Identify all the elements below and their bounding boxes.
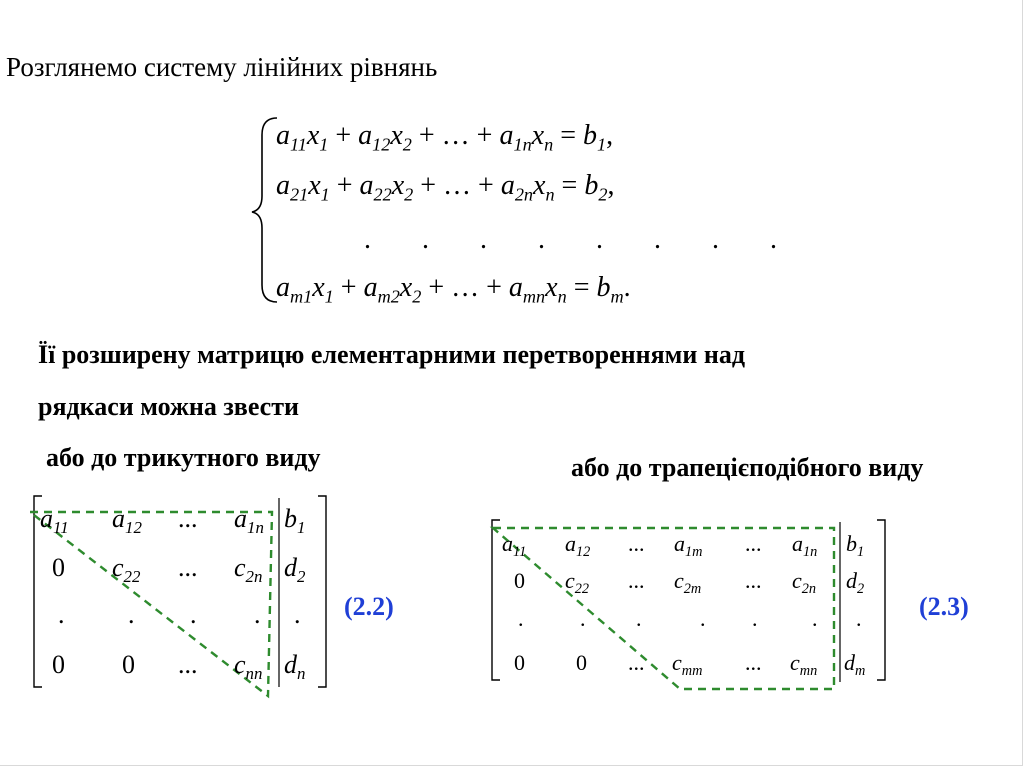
matrix-cell: $a_{12}$ <box>112 504 142 537</box>
matrix-cell: . <box>128 600 135 629</box>
matrix-cell: . <box>518 606 524 631</box>
matrix-cell: . <box>856 606 862 631</box>
equation-row-dots: . . . . . . . . <box>364 224 799 255</box>
trap-right-bracket <box>877 520 885 680</box>
matrix-cell: $c_{2m}$ <box>674 568 702 597</box>
matrix-cell: $d_2$ <box>846 568 865 597</box>
matrix-cell: $c_{2n}$ <box>792 568 817 597</box>
matrix-cell: 0 <box>122 650 135 679</box>
matrix-cell: 0 <box>52 650 65 679</box>
equation-row-m: $a_{m1}x_1 + a_{m2}x_2$ + … + $a_{mn}x_n = b_m$. <box>276 272 631 307</box>
matrix-cell: $a_{1m}$ <box>674 531 703 560</box>
matrix-cell: ... <box>745 568 762 593</box>
matrix-cell: $a_{1n}$ <box>792 531 818 560</box>
matrix-cell: ... <box>628 531 645 556</box>
equation-number-2-3: (2.3) <box>919 592 969 621</box>
matrix-cell: $a_{1n}$ <box>234 504 264 537</box>
matrix-cell: ... <box>745 650 762 675</box>
matrix-cell: 0 <box>52 553 65 582</box>
equation-row-1: $a_{11}x_1 + a_{12}x_2$ + … + $a_{1n}x_n = b_1$, <box>276 120 614 155</box>
trap-dashed-outline <box>493 528 834 689</box>
matrix-cell: . <box>752 606 758 631</box>
matrix-cell: $d_n$ <box>284 650 306 683</box>
matrix-cell: $b_1$ <box>284 504 306 537</box>
matrix-cell: $c_{2n}$ <box>234 553 263 586</box>
matrix-cell: $c_{mm}$ <box>672 650 703 679</box>
matrix-cell: 0 <box>514 568 525 593</box>
equation-number-2-2: (2.2) <box>344 592 394 621</box>
equation-row-2: $a_{21}x_1 + a_{22}x_2$ + … + $a_{2n}x_n = b_2$, <box>276 170 615 205</box>
matrix-cell: . <box>636 606 642 631</box>
matrix-cell: . <box>294 600 301 629</box>
text-line-2: рядкаси можна звести <box>38 392 299 421</box>
matrix-cell: . <box>700 606 706 631</box>
matrix-cell: . <box>812 606 818 631</box>
matrix-cell: 0 <box>576 650 587 675</box>
matrix-cell: ... <box>628 568 645 593</box>
triangular-label: або до трикутного виду <box>46 443 321 472</box>
matrix-cell: $c_{22}$ <box>112 553 141 586</box>
matrix-cell: ... <box>178 504 198 533</box>
matrix-cell: $c_{mn}$ <box>790 650 818 679</box>
matrix-cell: $d_m$ <box>844 650 866 679</box>
tri-right-bracket <box>318 496 326 687</box>
matrix-cell: $c_{nn}$ <box>234 650 263 683</box>
matrix-cell: $c_{22}$ <box>565 568 590 597</box>
matrix-cell: . <box>254 600 261 629</box>
matrix-cell: ... <box>745 531 762 556</box>
matrix-cell: ... <box>628 650 645 675</box>
matrix-cell: $d_2$ <box>284 553 306 586</box>
text-line-1: Її розширену матрицю елементарними перетвореннями над <box>38 340 746 369</box>
matrix-cell: $b_1$ <box>846 531 865 560</box>
matrix-cell: $a_{11}$ <box>502 531 527 560</box>
matrix-cell: $a_{11}$ <box>40 504 69 537</box>
matrix-cell: . <box>190 600 197 629</box>
matrix-cell: $a_{12}$ <box>565 531 591 560</box>
trap-left-bracket <box>492 520 500 680</box>
matrix-cell: ... <box>178 553 198 582</box>
matrix-cell: . <box>580 606 586 631</box>
matrix-cell: 0 <box>514 650 525 675</box>
trapezoid-label: або до трапецієподібного виду <box>571 453 924 482</box>
matrix-cell: . <box>58 600 65 629</box>
intro-text: Розглянемо систему лінійних рівнянь <box>6 52 438 82</box>
matrix-cell: ... <box>178 650 198 679</box>
